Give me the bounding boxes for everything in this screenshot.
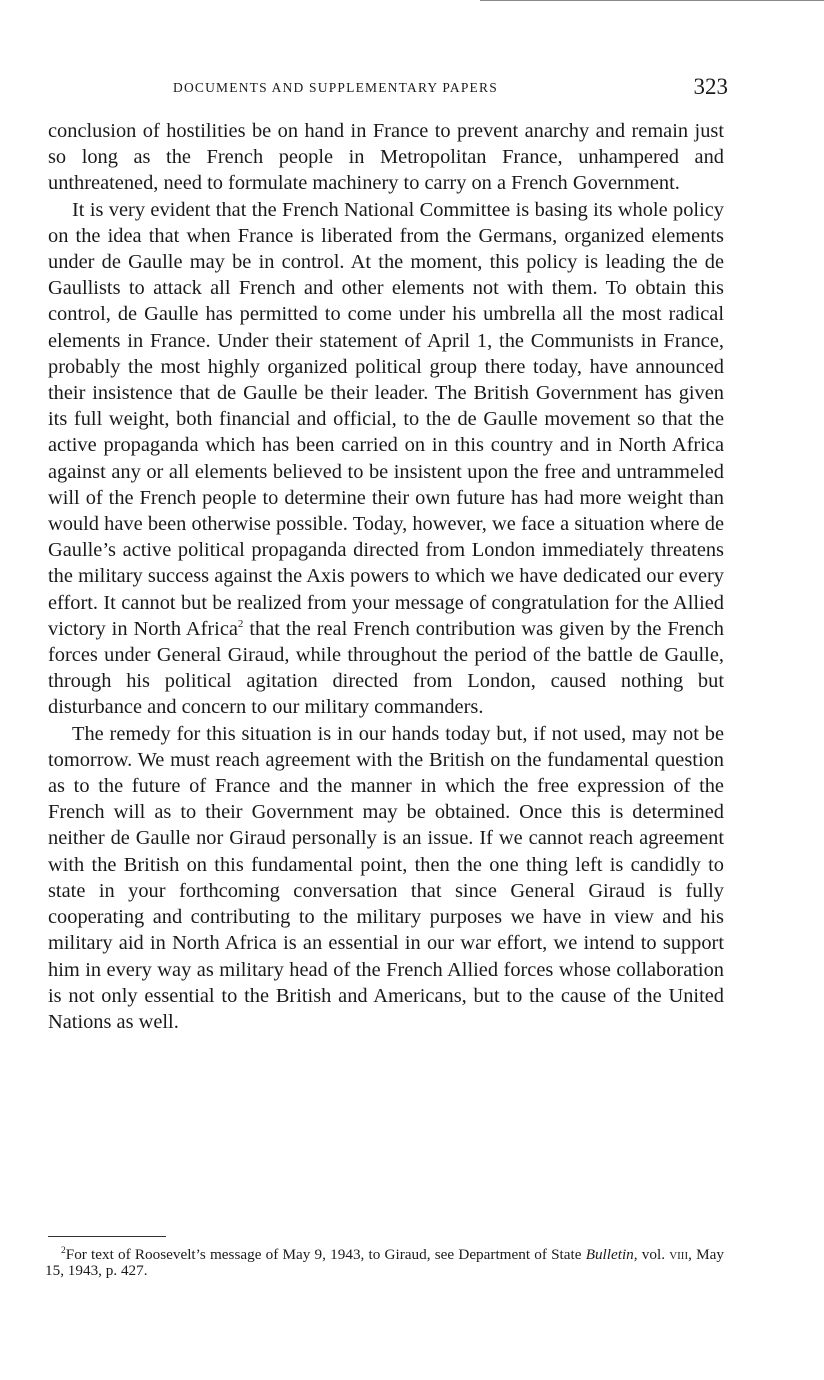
footnote-text-after: , May 15, 1943, p. 427. xyxy=(45,1246,724,1279)
footnote-volume: viii xyxy=(669,1246,689,1263)
footnote-mark: 2 xyxy=(61,1245,66,1256)
footnote-text-vol: , vol. xyxy=(633,1246,670,1263)
body-text xyxy=(48,118,724,1035)
paragraph-2-part-1: It is very evident that the French National Committee is basing its whole policy on the idea that when France is liberated from the Germans, organized elements under de Gaulle may be in control. At the moment, this policy is leading the de Gaullists to attack all French and other elements not with them. To obtain this control, de Gaulle has permitted to come under his umbrella all the most radical elements in France. Under their statement of April 1, the Communists in France, probably the most highly organized political group there today, have announced their insistence that de Gaulle be their leader. The British Government has given its full weight, both financial and official, to the de Gaulle movement so that the active propaganda which has been carried on in this country and in North Africa against any or all elements believed to be insistent upon the free and untrammeled will of the French people to determine their own future has had more weight than would have been otherwise possible. Today, however, we face a situation where de Gaulle’s active political propaganda directed from London immediately threatens the military success against the Axis powers to which we have dedicated our every effort. It cannot but be realized from your message of congratulation for the Allied victory in North Africa xyxy=(48,198,724,640)
footnote-rule xyxy=(48,1236,166,1237)
page-number: 323 xyxy=(693,74,728,99)
running-head xyxy=(48,74,728,110)
footnote-italic-title: Bulletin xyxy=(585,1246,634,1263)
paragraph-3: The remedy for this situation is in our hands today but, if not used, may not be tomorrow. We must reach agreement with the British on the fundamental question as to the future of France and the manner in which the free expression of the French will as to their Government may be obtained. Once this is determined neither de Gaulle nor Giraud personally is an issue. If we cannot reach agreement with the British on this fundamental point, then the one thing left is candidly to state in your forthcoming conversation that since General Giraud is fully cooperating and contributing to the military purposes we have in view and his military aid in North Africa is an essential in our war effort, we intend to support him in every way as military head of the French Allied forces whose collaboration is not only essential to the British and Americans, but to the cause of the United Nations as well. xyxy=(48,722,724,1033)
paragraph-2 xyxy=(48,197,724,721)
running-title: DOCUMENTS AND SUPPLEMENTARY PAPERS xyxy=(173,80,498,95)
paragraph-2-part-2: that the real French contribution was given by the French forces under General Giraud, while throughout the period of the battle de Gaulle, through his political agitation directed from London, caused nothing but disturbance and concern to our military commanders. xyxy=(48,617,724,719)
footnote-reference[interactable]: 2 xyxy=(237,618,244,631)
paragraph-1: conclusion of hostilities be on hand in France to prevent anarchy and remain just so long as the French people in Metropolitan France, unhampered and unthreatened, need to formulate machinery to carry on a French Government. xyxy=(48,120,724,195)
footnote xyxy=(45,1247,724,1279)
top-rule xyxy=(480,0,824,1)
footnote-text-before: For text of Roosevelt’s message of May 9, 1943, to Giraud, see Department of State xyxy=(65,1246,586,1263)
